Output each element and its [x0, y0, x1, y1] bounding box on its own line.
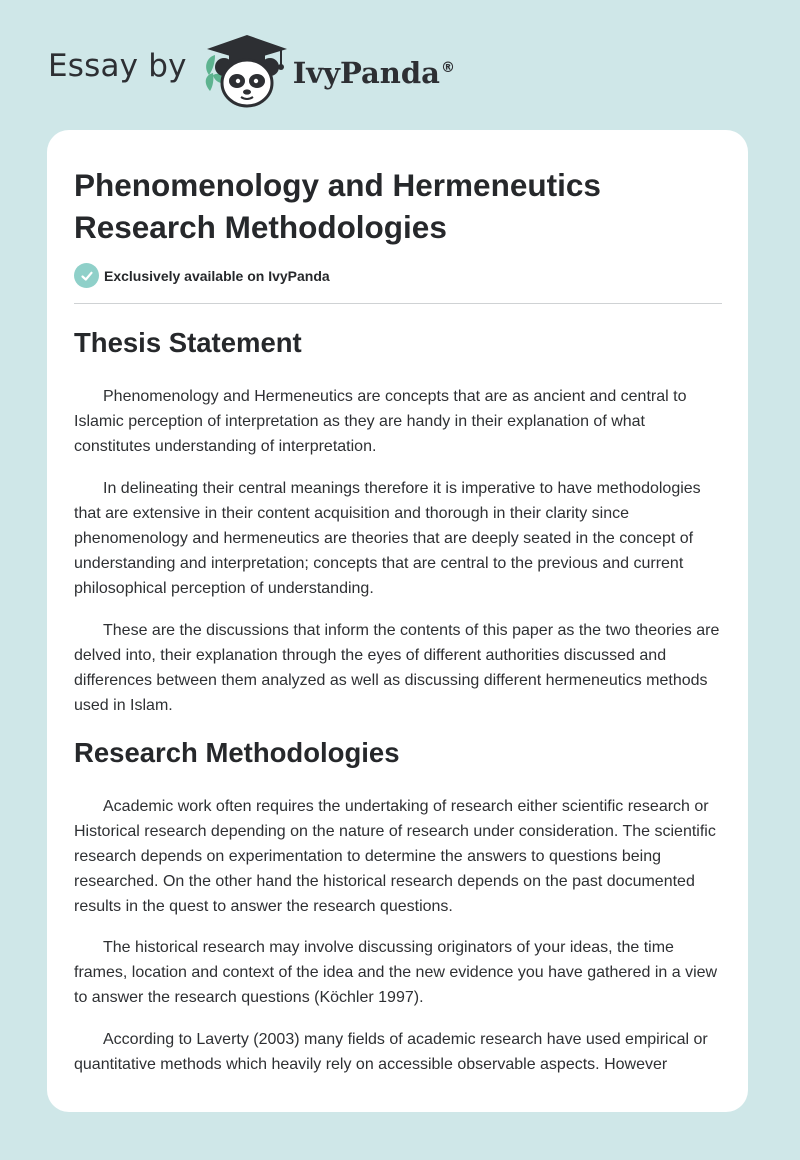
section-heading: Thesis Statement [74, 327, 302, 358]
paragraph: According to Laverty (2003) many fields of academic research have used empirical or quantitative methods which heavily rely on accessible observable aspects. However [74, 1031, 708, 1073]
check-circle-icon [74, 263, 99, 288]
brand-link[interactable] [48, 30, 455, 110]
brand-name [293, 56, 455, 90]
paragraph: Phenomenology and Hermeneutics are concepts that are as ancient and central to Islamic perception of interpretation as they are handy in their explanation of what constitutes understanding of interpretation. [74, 388, 687, 455]
registered-mark: ® [440, 60, 455, 77]
exclusive-badge [74, 263, 330, 288]
paragraph: In delineating their central meanings therefore it is imperative to have methodologies that are extensive in their content acquisition and thorough in their clarity since phenomenology and hermeneutics are theories that are deeply seated in the concept of understanding and interpretation; concepts that are central to the previous and current philosophical perception of understanding. [74, 480, 701, 597]
paragraph: These are the discussions that inform the contents of this paper as the two theories are delved into, their explanation through the eyes of different authorities discussed and differences between them analyzed as well as discussing different hermeneutics methods used in Islam. [74, 622, 720, 714]
panda-graduation-cap-logo-icon [201, 31, 293, 109]
page-title: Phenomenology and Hermeneutics Research Methodologies [74, 167, 601, 245]
section-heading: Research Methodologies [74, 737, 400, 768]
title-divider [74, 303, 722, 304]
brand-name-text: IvyPanda [292, 56, 440, 90]
paragraph: Academic work often requires the undertaking of research either scientific research or Historical research depending on the nature of research under consideration. The scientific research depends on experimentation to determine the answers to questions being researched. On the other hand the historical research depends on the past documented results in the quest to answer the research questions. [74, 798, 716, 915]
paragraph: The historical research may involve discussing originators of your ideas, the time frames, location and context of the idea and the new evidence you have gathered in a view to answer the research questions (Köchler 1997). [74, 939, 718, 1006]
brand-prefix: Essay by [48, 48, 187, 84]
exclusive-badge-label: Exclusively available on IvyPanda [104, 267, 330, 284]
essay-card [47, 130, 748, 1112]
